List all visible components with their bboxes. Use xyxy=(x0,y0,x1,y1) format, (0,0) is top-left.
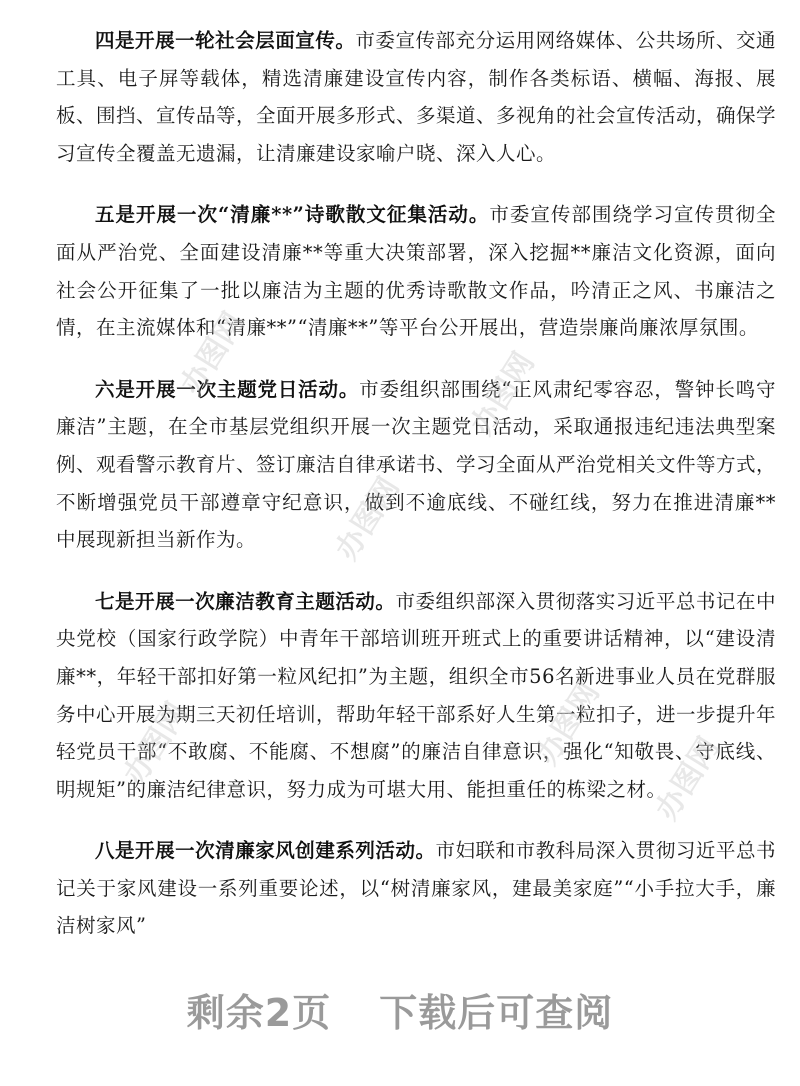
paragraph-5-body: 市委宣传部围绕学习宣传贯彻全面从严治党、全面建设清廉**等重大决策部署，深入挖掘**廉洁文化资源，面向社会公开征集了一批以廉洁为主题的优秀诗歌散文作品，吟清正之风、书廉洁之情，在主流媒体和“清廉**”“清廉**”等平台公开展出，营造崇廉尚廉浓厚氛围。 xyxy=(56,203,776,340)
watermark: 办图网 xyxy=(117,696,195,792)
watermark: 办图网 xyxy=(464,346,542,442)
paragraph-6-body: 市委组织部围绕“正风肃纪零容忍，警钟长鸣守廉洁”主题，在全市基层党组织开展一次主题党日活动，采取通报违纪违法典型案例、观看警示教育片、签订廉洁自律承诺书、学习全面从严治党相关文件等方式，不断增强党员干部遵章守纪意识，做到不逾底线、不碰红线，努力在推进清廉**中展现新担当新作为。 xyxy=(56,377,777,552)
paragraph-5-lead: 五是开展一次“清廉**”诗歌散文征集活动。 xyxy=(95,203,490,227)
paragraph-5 xyxy=(56,196,776,346)
remaining-pages-text: 剩余2页 xyxy=(186,991,332,1035)
download-to-view-text: 下载后可查阅 xyxy=(379,991,614,1035)
paragraph-7-lead: 七是开展一次廉洁教育主题活动。 xyxy=(95,589,396,613)
paragraph-7-body: 市委组织部深入贯彻落实习近平总书记在中央党校（国家行政学院）中青年干部培训班开班式上的重要讲话精神，以“建设清廉**，年轻干部扣好第一粒风纪扣”为主题，组织全市56名新进事业人员在党群服务中心开展为期三天初任培训，帮助年轻干部系好人生第一粒扣子，进一步提升年轻党员干部“不敢腐、不能腐、不想腐”的廉洁自律意识，强化“知敬畏、守底线、明规矩”的廉洁纪律意识，努力成为可堪大用、能担重任的栋梁之材。 xyxy=(56,589,777,801)
paragraph-4 xyxy=(56,22,776,172)
paragraph-6 xyxy=(56,371,776,559)
download-prompt-banner[interactable] xyxy=(0,982,800,1037)
watermark: 办图网 xyxy=(174,306,252,402)
paragraph-8-lead: 八是开展一次清廉家风创建系列活动。 xyxy=(95,839,436,863)
paragraph-8 xyxy=(56,832,776,945)
watermark: 办图网 xyxy=(529,676,607,772)
paragraph-7 xyxy=(56,583,776,809)
paragraph-4-body: 市委宣传部充分运用网络媒体、公共场所、交通工具、电子屏等载体，精选清廉建设宣传内容，制作各类标语、横幅、海报、展板、围挡、宣传品等，全面开展多形式、多渠道、多视角的社会宣传活动，确保学习宣传全覆盖无遗漏，让清廉建设家喻户晓、深入人心。 xyxy=(56,29,777,165)
paragraph-8-body: 市妇联和市教科局深入贯彻习近平总书记关于家风建设一系列重要论述，以“树清廉家风，建最美家庭”“小手拉大手，廉洁树家风” xyxy=(56,839,776,938)
document-body xyxy=(56,22,776,969)
watermark: 办图网 xyxy=(329,471,407,567)
paragraph-4-lead: 四是开展一轮社会层面宣传。 xyxy=(95,29,356,52)
paragraph-6-lead: 六是开展一次主题党日活动。 xyxy=(95,377,360,401)
watermark: 办图网 xyxy=(649,731,727,827)
